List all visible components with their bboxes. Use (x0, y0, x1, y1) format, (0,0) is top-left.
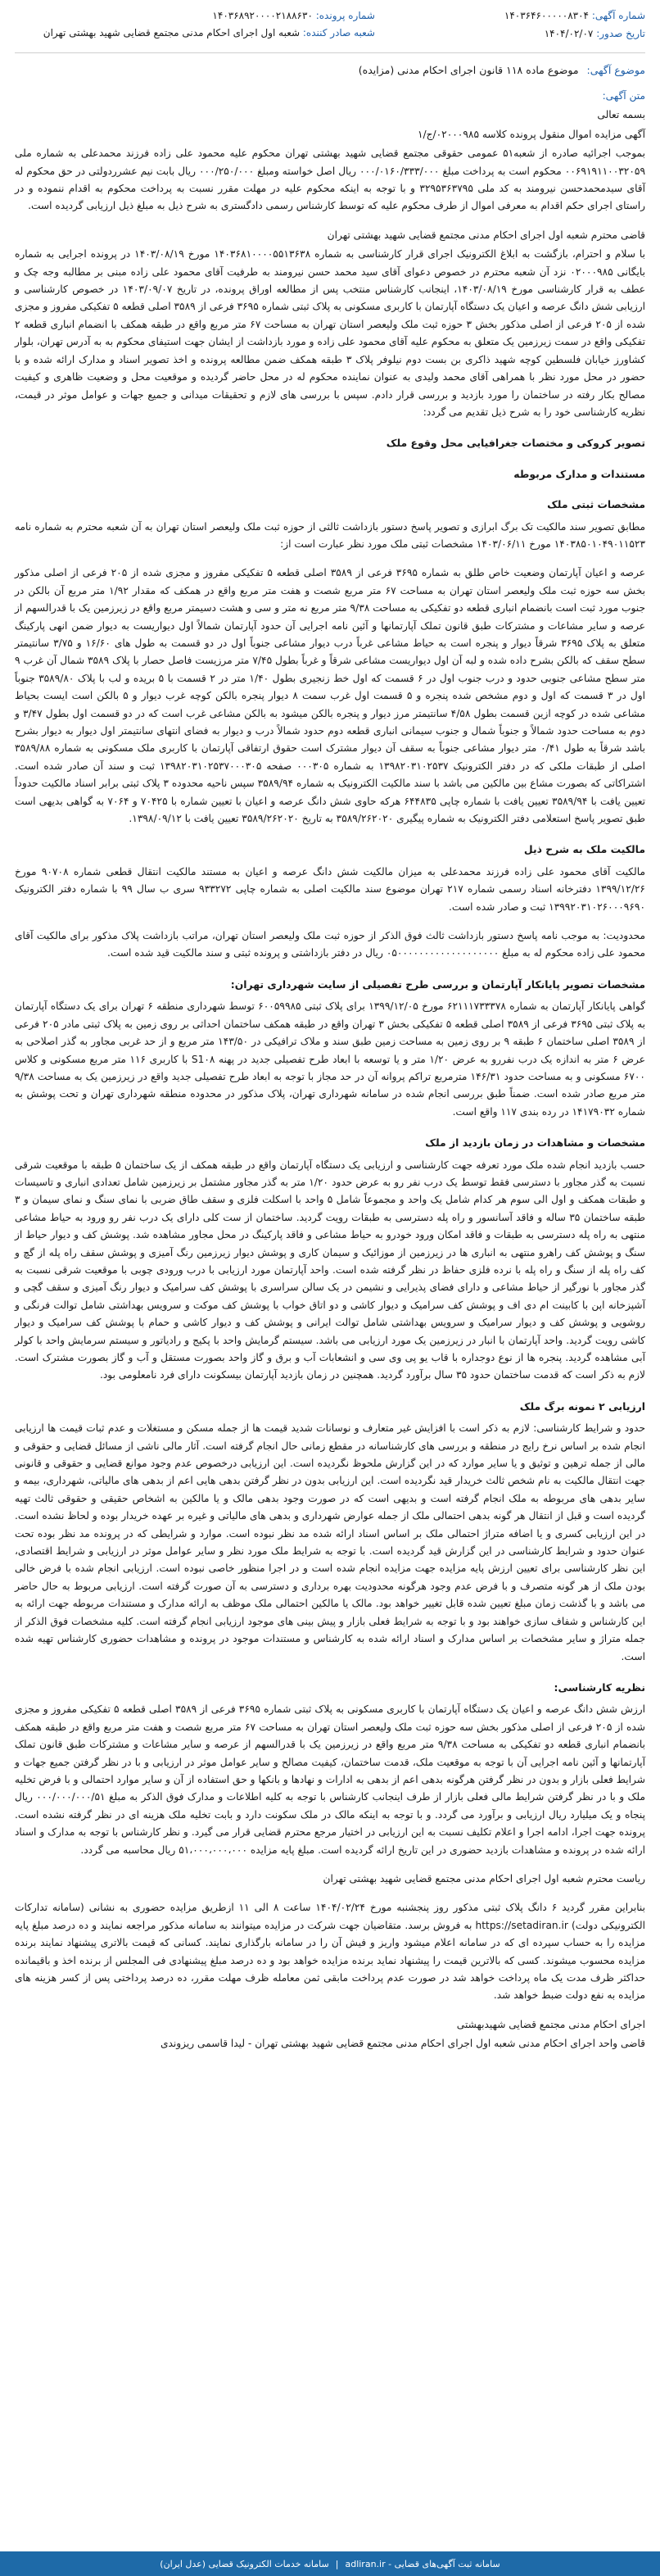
publish-date-row (400, 25, 645, 43)
subject-label: موضوع آگهی: (586, 64, 645, 76)
notice-number-label: شماره آگهی: (591, 10, 645, 21)
issuer-row (15, 25, 375, 41)
case-number-label: شماره پرونده: (315, 10, 375, 21)
paragraph-property-details: عرصه و اعیان آپارتمان وضعیت خاص طلق به شماره ۳۶۹۵ فرعی از ۳۵۸۹ اصلی قطعه ۵ تفکیکی مفروز و مجزی شده از ۲۰۵ فرعی از اصلی مذکور بخش سه حوزه ثبت ملک ولیعصر استان تهران به مساحت ۶۷ متر مربع شصت و هفت متر مربع واقع در همکف که مقدار ۱/۹۲ متر مربع آن بالکن در جنوب مورد ثبت است بانضمام انباری قطعه دو تفکیکی به مساحت ۹/۳۸ متر مربع نه متر و سی و هشت دسیمتر مربع واقع در زیرزمین یک با قدرالسهم از عرصه و سایر مشاعات و مشترکات طبق قانون تملک آپارتمانها و آئین نامه اجرایی آن حدود آپارتمان شمالاً اول دیواریست به دیوار ضمن انهی پارکینگ متعلق به پلاک ۳۶۹۵ شرقاً دیوار و پنجره است به حیاط مشاعی غرباً درب دیوار مشاعی جنوباً اول در دو قسمت به طول های ۱۶/۶۰ و ۳/۷۵ سانتیمتر سطح سقف که بالکن بشرح داده شده و لبه آن اول دیواریست مشاعی شرقاً و غرباً بطول ۷/۴۵ متر مرزیست فاصل حصار با پلاک ۳۵۸۹ شمال آن غرب ۹ متر سطح مشاعی جنوبی حدود و درب جنوب اول در ۶ قسمت که اول خط زنجیری بطول ۱/۴۰ متر در ۲ قسمت با ۵ بریده و لب با پلاک ۳۵۸۹/۸۰ جنوباً اول در ۳ قسمت که اول و دوم مشخص شده پنجره و ۵ قسمت اول غرب سمت ۸ دیوار پنجره بالکن کوچه غرب دیوار و ۵ بالکن است ایست بحیاط مشاعی شده در کوچه ازین قسمت بطول ۴/۵۸ سانتیمتر مرز دیوار و پنجره بالکن میشود به بالکن مشاعی غرب است که در دو قسمت اول بطول ۳/۴۷ و دوم به مساحت حدود شمالاً و جنوباً شمال و جنوب سیمانی انباری قطعه دوم حدود شمالاً درب و دیوار به فضای انتهای سانتیمتر اول دیوار به دیوار بشرح باشد شرقاً به طول ۰/۴۱ متر دیوار مشاعی جنوباً به سقف آن دیوار مشترک است حقوق ارتفاقی آپارتمان با کاربری ملک مسکونی به شماره ۳۵۸۹/۸۸ اصلی از طبقات ملکی که در دفتر الکترونیک ۱۳۹۸۲۰۳۱۰۲۵۳۷ به شماره ۰۰۰۳۰۵ صفحه ۱۳۹۸۲۰۳۱۰۲۵۳۷۰۰۰۳۰۵ ثبت و سند آن صادر شده است. اشتراکاتی که بصورت مشاع بین مالکین می باشد با سند مالکیت الکترونیک به شماره ۳۵۸۹/۹۴ سپس ناحیه محدوده ۳ پلاک ثبتی برابر اسناد مالکیت حدوداً تعیین یافت با ۳۵۸۹/۹۴ تعیین یافت با شماره چاپی ۶۴۴۸۳۵ هرکه حاوی شش دانگ عرصه و اعیان با تعیین شماره با ۷۰۴۲۵ و ۷۰۶۴ به گواهی بدیهی است طبق تصویر پاسخ استعلامی دفتر الکترونیک به شماره پیگیری ۳۵۸۹/۲۶۲۰۲۰ به تاریخ ۳۵۸۹/۲۶۲۰۲۰ تعیین یافت با ۱۳۹۸/۰۹/۱۲. (15, 567, 646, 825)
header-divider (15, 52, 645, 53)
text-label (15, 88, 645, 105)
case-number: ۱۴۰۳۶۸۹۲۰۰۰۰۲۱۸۸۶۳۰ (212, 10, 313, 21)
footer-right-text: سامانه ثبت آگهی‌های قضایی - adliran.ir (345, 2558, 500, 2569)
paragraph-observations: حسب بازدید انجام شده ملک مورد تعرفه جهت کارشناسی و ارزیابی یک دستگاه آپارتمان واقع در طبقه همکف از یک ساختمان ۵ طبقه با موقعیت شرقی نسبت به گذر مجاور با دسترسی فقط توسط یک درب نفر رو به عرض حدود ۱/۲۰ متر به گذر مجاور مشتمل بر زیرزمین شامل تعدادی انباری و تاسیسات و طبقات همکف و اول الی سوم هر کدام شامل یک واحد و مجموعاً شامل ۵ واحد با اسکلت فلزی و سقف طاق ضربی با نمای سنگ و نمای سیمان و ۳ طبقه ساختمان ۳۵ ساله و فاقد آسانسور و راه پله دسترسی به طبقات رویت گردید. ساختمان از ست کلی دارای یک درب نفر رو ورود به حیاط مشاعی منتهی به راه پله دسترسی به طبقات و فاقد امکان ورود خودرو به حیاط مشاعی و فاقد پارکینگ در محل مجاور مشاهده شد. پوشش کف و دیوار حیاط از سنگ و پوشش کف راهرو منتهی به انباری ها در زیرزمین از موزائیک و سیمان کاری و پوشش دیوار زیرزمین رنگ آمیزی و پوشش سقف راه پله از گچ و کف راه پله از سنگ و راه پله با نرده فلزی حفاظ در نظر گرفته شده است. واحد آپارتمان مورد ارزیابی با درب ورودی چوبی با موقعیت شرقی نسبت به گذر مجاور با نورگیر از حیاط مشاعی و دارای فضای پذیرایی و نشیمن در یک سالن سراسری با پوشش کف سرامیک و دیوار رنگ آمیزی و سقف گچی و آشپزخانه اپن با کابینت ام دی اف و پوشش کف سرامیک و دیوار کاشی و دو اتاق خواب با پوشش کف موکت و سرویس بهداشتی شامل توالت فرنگی و روشویی و پوشش کف و دیوار سرامیک و سرویس بهداشتی شامل توالت ایرانی و پوشش کف و دیوار کاشی و حمام با پوشش کف سرامیک و دیوار کاشی رویت گردید. واحد آپارتمان با انبار در زیرزمین یک مورد ارزیابی می باشد. سیستم گرمایش واحد با پکیج و رادیاتور و سیستم سرمایش واحد با کولر آبی مشاهده گردید. پنجره ها از نوع دوجداره با قاب یو پی وی سی و انشعابات آب و برق و گاز واحد بصورت مستقل و آب و گاز بصورت مشترک است. لازم به ذکر است که قدمت ساختمان حدود ۳۵ سال برآورد گردید. همچنین در زمان بازدید آپارتمان بیسکونت دارای فرد نامعلومی بود. (15, 1159, 645, 1381)
notice-subject (15, 61, 645, 79)
signature-office: اجرای احکام مدنی مجتمع قضایی شهیدبهشتی (456, 2018, 645, 2030)
heading-assessment: ارزیابی ۲ نمونه برگ ملک (519, 1399, 645, 1413)
heading-ownership: مالکیت ملک به شرح ذیل (523, 843, 645, 856)
paragraph-ownership: مالکیت آقای محمود علی زاده فرزند محمدعلی به میزان مالکیت شش دانگ عرصه و اعیان به مستند مالکیت انتقال قطعی شماره ۹۰۷۰۸ مورخ ۱۳۹۹/۱۲/۲۶ دفترخانه اسناد رسمی شماره ۲۱۷ تهران موضوع سند مالکیت اصلی به شماره چاپی ۹۳۳۲۷۲ سری ب سال ۹۹ با شماره دفتر الکترونیک ۱۳۹۹۲۰۳۱۰۲۶۰۰۰۹۶۹۰ ثبت و صادر شده است. (15, 865, 645, 913)
paragraph-restriction: محدودیت: به موجب نامه پاسخ دستور بازداشت ثالث فوق الذکر از حوزه ثبت ملک ولیعصر استان تهران، مراتب بازداشت پلاک مذکور برای مالکیت آقای محمود علی زاده محکوم له به مبلغ ۰۵۰۰۰۰۰۰۰۰۰۰۰۰۰۰۰۰۰۰۰ ریال در دفتر بازداشتی و پرونده ثبتی و سند مالکیت قید شده است. (15, 930, 645, 959)
paragraph-judgment: بموجب اجرائیه صادره از شعبه۵۱ عمومی حقوقی مجتمع قضایی شهید بهشتی تهران محکوم علیه محمود علی زاده فرزند محمدعلی به شماره ملی ۰۰۶۹۱۹۱۱۰۰۳۲۰۵۹ محکوم است به پرداخت مبلغ ۰۰۰/۰۱۶۰/۳۳۳/۰۰۰ ریال اصل خواسته ومبلغ ۰۰۰/۲۵۰/۰۰۰ ریال بابت نیم عشرردولتی در حق محکوم له آقای سیدمحمدحسن نیرومند به کد ملی ۳۲۹۵۳۶۳۷۹۵ و با توجه به اینکه محکوم علیه در مهلت مقرر نسبت به پرداخت محکوم به اقدام ننموده و در راستای اجرای حکم اقدام به معرفی اموال از طرف محکوم علیه که توسط کارشناس رسمی دادگستری به شرح ذیل به مبلغ ذیل ارزیابی گردیده است. (15, 147, 646, 212)
footer-separator: | (335, 2558, 339, 2569)
heading-observations: مشخصات و مشاهدات در زمان بازدید از ملک (425, 1136, 645, 1150)
paragraph-expert-intro: با سلام و احترام، بازگشت به ابلاغ الکترونیک اجرای قرار کارشناسی به شماره ۱۴۰۳۶۸۱۰۰۰۰۵۵۱۳۶۳۸ مورخ ۱۴۰۳/۰۸/۱۹ در پرونده اجرایی به شماره بایگانی ۰۲۰۰۰۹۸۵ نزد آن شعبه محترم در خصوص دعوای آقای سید محمد حسن نیرومند به طرفیت آقای محمود علی زاده مبنی بر مطالبه وجه چک و عطف به قرار کارشناسی مورخ ۱۴۰۳/۰۸/۱۹، اینجانب کارشناس منتخب پس از مطالعه اوراق پرونده، در تاریخ ۱۴۰۳/۰۹/۰۷ در خصوص کارشناسی و ارزیابی شش دانگ عرصه و اعیان یک دستگاه آپارتمان با کاربری مسکونی به پلاک ثبتی شماره ۳۶۹۵ فرعی از ۳۵۸۹ اصلی قطعه ۵ تفکیکی مفروز و مجزی شده از ۲۰۵ فرعی از اصلی مذکور بخش ۳ حوزه ثبت ملک ولیعصر استان تهران به مساحت ۶۷ متر مربع واقع در طبقه همکف با انضمام انباری قطعه ۲ تفکیکی واقع در سمت زیرزمین یک متعلق به محکوم علیه آقای محمود علی زاده و مورد بازداشت از ایشان جهت استیفای محکوم به به آدرس تهران، بلوار کشاورز خیابان فلسطین کوچه شهید ذاکری بن بست دوم نیلوفر پلاک ۳ طبقه همکف ضمن مطالعه پرونده و اخذ تصویر اسناد و مدارک ارائه شده و با حضور در محل مورد نظر با همراهی آقای محمد ولیدی به عنوان نماینده محکوم له در محل حاضر گردیده و موقعیت محل و وضعیت ظاهری و کیفیت مصالح بکار رفته در ساختمان را مورد بازدید و بررسی قرار دادم. سپس با بررسی های لازم و تحقیقات میدانی و جمیع جهات و عوامل موثر در قیمت، نظریه کارشناسی خود را به شرح ذیل تقدیم می گردد: (15, 248, 646, 418)
page-footer (0, 2551, 660, 2576)
greeting: بسمه تعالی (597, 109, 645, 121)
heading-apartment-permit: مشخصات تصویر پایانکار آپارتمان و بررسی طرح تفصیلی از سایت شهرداری تهران: (230, 977, 645, 991)
issuer-name: شعبه اول اجرای احکام مدنی مجتمع قضایی شهید بهشتی تهران (43, 27, 301, 39)
issuer-label: شعبه صادر کننده: (302, 27, 375, 39)
paragraph-apartment-permit: گواهی پایانکار آپارتمان به شماره ۶۲۱۱۱۷۳۳۳۷۸ مورخ ۱۳۹۹/۱۲/۰۵ برای پلاک ثبتی ۶۰۰۵۹۹۸۵ توسط شهرداری منطقه ۶ تهران برای یک دستگاه آپارتمان به پلاک ثبتی ۳۶۹۵ فرعی از ۳۵۸۹ اصلی قطعه ۵ تفکیکی بخش ۳ تهران واقع در طبقه همکف ساختمان احداثی بر روی زمین به پلاک ثبتی مادر ۲۰۵ فرعی از ۳۵۸۹ اصلی ساختمان ۶ طبقه ۹ بر روی زمین به مساحت زمین طبق سند و ملاک ترافیکی در ۱۴۳/۵۰ متر مربع و از حد غربی مجاور به گذر اصلاحی به عرض ۶ متر به اندازه یک درب نفررو به عرض ۱/۲۰ متر و یا توسعه با ابعاد طرح تفصیلی جدید در پهنه S1۰۸ با کاربری ۱۱۶ متر مربع مسکونی و کلاس ۶۷۰۰ مسکونی و به مساحت حدود ۱۴۶/۳۱ مترمربع تراکم پروانه آن در حد مجاز با توجه به ابعاد طرح تفصیلی جدید واقع در زیرزمین یک به مساحت ۹/۳۸ متر مربع صادر شده است. ضمناً طبق بررسی انجام شده در سامانه شهرداری تهران، پلاک مذکور در محدوده منطقه شهرداری تهران و تحت پوشش به شماره ۱۴۱۷۹۰۳۲ در رده بندی ۱۱۷ واقع است. (15, 1000, 646, 1118)
notice-number: ۱۴۰۳۶۴۶۰۰۰۰۰۸۳۰۴ (504, 10, 589, 21)
heading-registry: مشخصات ثبتی ملک (547, 498, 645, 511)
intro-line: آگهی مزایده اموال منقول پرونده کلاسه ۰۲۰۰۰۹۸۵/ج/۱ (417, 128, 645, 140)
paragraph-auction: بنابراین مقرر گردید ۶ دانگ پلاک ثبتی مذکور روز پنجشنبه مورخ ۱۴۰۴/۰۲/۲۴ ساعت ۸ الی ۱۱ ازطریق مزایده حضوری به نشانی (سامانه تدارکات الکترونیکی دولت) https://setadiran.ir به فروش برسد. متقاضیان جهت شرکت در مزایده میتوانند به سامانه مذکور مراجعه نمایند و ده درصد مبلغ پایه مزایده را به حساب سپرده ای که در سامانه اعلام میشود واریز و فیش آن را در سامانه بارگذاری نمایند. کسانی که قیمت بالاتری پیشنهاد نمایند برنده مزایده محسوب میشوند. کسی که بالاترین قیمت را پیشنهاد نماید برنده مزایده خواهد بود و ده درصد مبلغ پیشنهادی فی المجلس از برنده اخذ و باقیمانده حداکثر ظرف مدت یک ماه پرداخت خواهد شد در صورت عدم پرداخت مابقی ثمن معامله ظرف مهلت مقرر، ده درصد پرداختی پس از کسر هزینه های مزایده به نفع دولت ضبط خواهد شد. (15, 1902, 646, 2002)
subject-value: موضوع ماده ۱۱۸ قانون اجرای احکام مدنی (مزایده) (358, 64, 579, 76)
notice-body (15, 88, 645, 2053)
publish-date: ۱۴۰۴/۰۲/۰۷ (544, 28, 594, 39)
notice-number-row (400, 7, 645, 25)
heading-location: تصویر کروکی و مختصات جغرافیایی محل وقوع ملک (386, 437, 645, 450)
paragraph-expert-opinion: ارزش شش دانگ عرصه و اعیان یک دستگاه آپارتمان با کاربری مسکونی به پلاک ثبتی شماره ۳۶۹۵ فرعی از ۳۵۸۹ اصلی قطعه ۵ تفکیکی مفروز و مجزی شده از ۲۰۵ فرعی از اصلی مذکور بخش سه حوزه ثبت ملک ولیعصر استان تهران به مساحت ۶۷ متر مربع شصت و هفت متر مربع واقع در طبقه همکف بانضمام انباری قطعه دو تفکیکی به مساحت ۹/۳۸ متر مربع واقع در زیرزمین یک با قدرالسهم از عرصه و سایر مشاعات و مشترکات طبق قانون تملک آپارتمانها و آئین نامه اجرایی آن با توجه به موقعیت ملک، قدمت ساختمان، کیفیت مصالح و سایر عوامل موثر در ارزیابی و با در نظر گرفتن جمیع جهات و شرایط فعلی بازار و بدون در نظر گرفتن هرگونه بدهی اعم از بدهی به ادارات و نهادها و بانکها و حق استفاده از آن و سایر موارد احتمالی و با فرض تخلیه ملک و با در نظر گرفتن شرایط مالی فعلی بازار از طرف اینجانب کارشناس با توجه به کلیه اطلاعات و مدارک فوق الذکر به مبلغ ۰۰۰/۰۰۰/۰۰۰/۵۱ ریال پنجاه و یک میلیارد ریال ارزیابی و برآورد می گردد. و با توجه به اینکه مالک در ملک سکونت دارد و بابت تخلیه ملک هزینه ای در نظر گرفته نشده است. پرونده جهت اجرا، ادامه اجرا و اعلام تکلیف نسبت به این ارزیابی در اختیار مرجع محترم قضایی قرار می گیرد. و نظر کارشناس با توجه به مدارک و اسناد ارائه شده در پرونده و مشاهدات بازدید حضوری در این تاریخ ارائه گردیده است. مبلغ پایه مزایده ۵۱،۰۰۰،۰۰۰،۰۰۰ ریال محاسبه می گردد. (15, 1703, 646, 1856)
paragraph-registry: مطابق تصویر سند مالکیت تک برگ ابرازی و تصویر پاسخ دستور بازداشت ثالثی از حوزه ثبت ملک ولیعصر استان تهران به آن شعبه محترم به شماره نامه ۱۴۰۳۸۵۰۱۰۴۹۰۱۱۵۲۳ مورخ ۱۴۰۳/۰۶/۱۱ مشخصات ثبتی ملک مورد نظر عبارت است از: (15, 520, 645, 550)
signature-judge: قاضی واحد اجرای احکام مدنی شعبه اول اجرای احکام مدنی مجتمع قضایی شهید بهشتی تهران - لیدا قاسمی ریزوندی (160, 2038, 645, 2050)
case-number-row (15, 7, 375, 25)
header-right-column (400, 7, 645, 43)
publish-date-label: تاریخ صدور: (596, 28, 645, 39)
text-label-value: متن آگهی: (602, 90, 645, 102)
notice-header (15, 0, 645, 43)
footer-left-text: سامانه خدمات الکترونیک قضایی (عدل ایران) (160, 2558, 329, 2569)
heading-documents: مستندات و مدارک مربوطه (513, 467, 645, 480)
heading-expert-opinion: نظریه کارشناسی: (554, 1680, 645, 1694)
paragraph-assessment: حدود و شرایط کارشناسی: لازم به ذکر است با افزایش غیر متعارف و نوسانات شدید قیمت ها از جمله مسکن و مستغلات و عدم ثبات قیمت ها ارزیابی انجام شده بر اساس نرخ رایج در منطقه و بررسی های کارشناسانه در مقطع زمانی حال انجام گرفته است. آثار مالی ناشی از مسائل قضایی و حقوقی و مالی از جمله ترهین و توثیق و یا سایر موارد که در این گزارش ملحوظ نگردیده است. این ارزیابی درخصوص عدم وجود موانع قضایی و حقوقی و قانونی جهت انتقال مالکیت به نام شخص ثالث خریدار قید نگردیده است. این ارزیابی بدون در نظر گرفتن بدهی هایی اعم از بدهی های مالیاتی، شهرداری، بیمه و سایر بدهی های مربوطه به ملک انجام گرفته است و بدیهی است که در صورت وجود بدهی مالک و یا مالکین به اشخاص حقیقی و حقوقی ثالث تهیه گردیده است و قبل از انتقال هر گونه بدهی احتمالی ملک از جمله عوارض شهرداری و بدهی های مالیاتی و غیره بر عهده خریدار بوده و لحاظ نشده است. در این ارزیابی کسری و یا اضافه متراژ احتمالی ملک بر اساس اسناد ارائه شده مد نظر نبوده است. موارد و شرایطی که در پرونده مد نظر بوده تحت عنوان حدود و شرایط کارشناسی در این گزارش قید گردیده است. با توجه به شرایط ملک مورد نظر و سایر عوامل موثر در ارزیابی و شرایط اقتصادی، این نظر کارشناسی برای تعیین ارزش پایه مزایده جهت مزایده انجام شده است و در اجرا منظور خاصی نبوده است. ارزیابی انجام شده با فرض خالی بودن ملک از هر گونه متصرف و با فرض عدم وجود هرگونه محدودیت بهره برداری و دسترسی به آن صورت گرفته است. ارزیابی مربوط به حال حاضر می باشد و با گذشت زمان مبلغ تعیین شده قابل تغییر خواهد بود. مالک یا مالکین احتمالی ملک موظف به ارائه مدارک و مستندات مربوطه جهت ارائه به این کارشناس و شفاف سازی خواهند بود و با توجه به شرایط فعلی بازار و پیش بینی های موجود ارزیابی انجام گرفته است. کلیه مشخصات فوق الذکر از جمله متراژ و سایر مشخصات بر اساس مدارک و اسناد ارائه شده به کارشناس و مستندات موجود در پرونده و مشاهدات حضوری کارشناس تهیه شده است. (15, 1422, 645, 1662)
header-left-column (15, 7, 375, 43)
closing-note: ریاست محترم شعبه اول اجرای احکام مدنی مجتمع قضایی شهید بهشتی تهران (323, 1872, 645, 1884)
addressee-title: قاضی محترم شعبه اول اجرای احکام مدنی مجتمع قضایی شهید بهشتی تهران (327, 229, 645, 241)
